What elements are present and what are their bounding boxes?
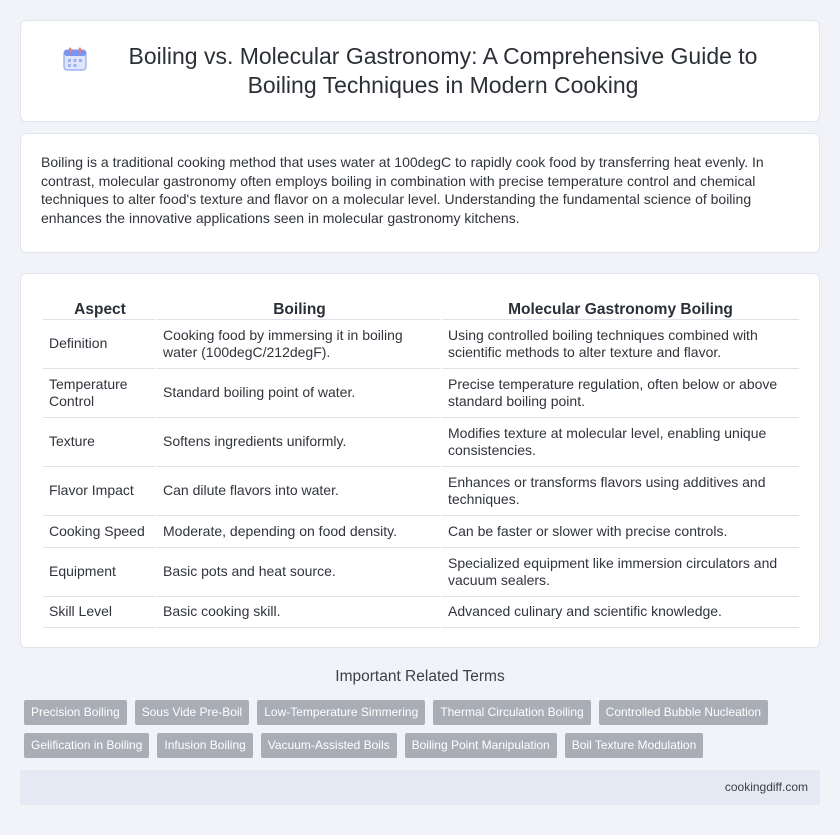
tag-thermal-circulation-boiling[interactable]: Thermal Circulation Boiling	[433, 700, 590, 725]
title-wrap	[22, 42, 818, 100]
table-cell: Can be faster or slower with precise controls.	[442, 515, 799, 547]
table-cell: Specialized equipment like immersion circulators and vacuum sealers.	[442, 547, 799, 596]
comparison-table-card	[20, 273, 820, 648]
title-card	[20, 20, 820, 122]
table-cell: Can dilute flavors into water.	[157, 466, 442, 515]
tag-controlled-bubble-nucleation[interactable]: Controlled Bubble Nucleation	[599, 700, 768, 725]
tag-vacuum-assisted-boils[interactable]: Vacuum-Assisted Boils	[261, 733, 397, 758]
page-title: Boiling vs. Molecular Gastronomy: A Comprehensive Guide to Boiling Techniques in Modern Cooking	[128, 43, 758, 98]
tag-boiling-point-manipulation[interactable]: Boiling Point Manipulation	[405, 733, 557, 758]
table-cell: Cooking food by immersing it in boiling water (100degC/212degF).	[157, 319, 442, 368]
tag-infusion-boiling[interactable]: Infusion Boiling	[157, 733, 252, 758]
comparison-table	[43, 296, 799, 628]
table-cell: Skill Level	[43, 596, 157, 628]
table-row	[43, 368, 799, 417]
tag-precision-boiling[interactable]: Precision Boiling	[24, 700, 127, 725]
footer	[20, 770, 820, 805]
tag-row	[24, 700, 820, 725]
table-row	[43, 417, 799, 466]
table-cell: Moderate, depending on food density.	[157, 515, 442, 547]
table-cell: Basic pots and heat source.	[157, 547, 442, 596]
intro-card	[20, 133, 820, 253]
tag-sous-vide-pre-boil[interactable]: Sous Vide Pre-Boil	[135, 700, 250, 725]
table-cell: Softens ingredients uniformly.	[157, 417, 442, 466]
table-cell: Precise temperature regulation, often below or above standard boiling point.	[442, 368, 799, 417]
table-row	[43, 515, 799, 547]
table-cell: Temperature Control	[43, 368, 157, 417]
column-header-aspect: Aspect	[74, 301, 126, 318]
table-header-row	[43, 296, 799, 319]
footer-site-link[interactable]: cookingdiff.com	[724, 780, 808, 794]
table-cell: Basic cooking skill.	[157, 596, 442, 628]
table-cell: Enhances or transforms flavors using additives and techniques.	[442, 466, 799, 515]
table-cell: Definition	[43, 319, 157, 368]
table-cell: Equipment	[43, 547, 157, 596]
tag-gelification-in-boiling[interactable]: Gelification in Boiling	[24, 733, 149, 758]
table-cell: Flavor Impact	[43, 466, 157, 515]
column-header-molecular: Molecular Gastronomy Boiling	[508, 301, 733, 318]
calendar-icon	[62, 46, 88, 72]
table-cell: Cooking Speed	[43, 515, 157, 547]
table-cell: Using controlled boiling techniques combined with scientific methods to alter texture and flavor.	[442, 319, 799, 368]
table-cell: Standard boiling point of water.	[157, 368, 442, 417]
table-row	[43, 547, 799, 596]
table-cell: Texture	[43, 417, 157, 466]
tag-row	[24, 733, 820, 758]
column-header-boiling: Boiling	[273, 301, 326, 318]
table-cell: Modifies texture at molecular level, enabling unique consistencies.	[442, 417, 799, 466]
table-row	[43, 319, 799, 368]
table-cell: Advanced culinary and scientific knowledge.	[442, 596, 799, 628]
related-terms-tags	[24, 700, 820, 766]
related-terms-heading: Important Related Terms	[335, 668, 505, 685]
tag-boil-texture-modulation[interactable]: Boil Texture Modulation	[565, 733, 704, 758]
table-row	[43, 466, 799, 515]
tag-low-temperature-simmering[interactable]: Low-Temperature Simmering	[257, 700, 425, 725]
table-row	[43, 596, 799, 628]
intro-paragraph: Boiling is a traditional cooking method that uses water at 100degC to rapidly cook food by transferring heat evenly. In contrast, molecular gastronomy often employs boiling in combination with precise temperature control and chemical techniques to alter food's texture and flavor on a molecular level. Understanding the fundamental science of boiling enhances the innovative applications seen in molecular gastronomy kitchens.	[41, 154, 764, 226]
